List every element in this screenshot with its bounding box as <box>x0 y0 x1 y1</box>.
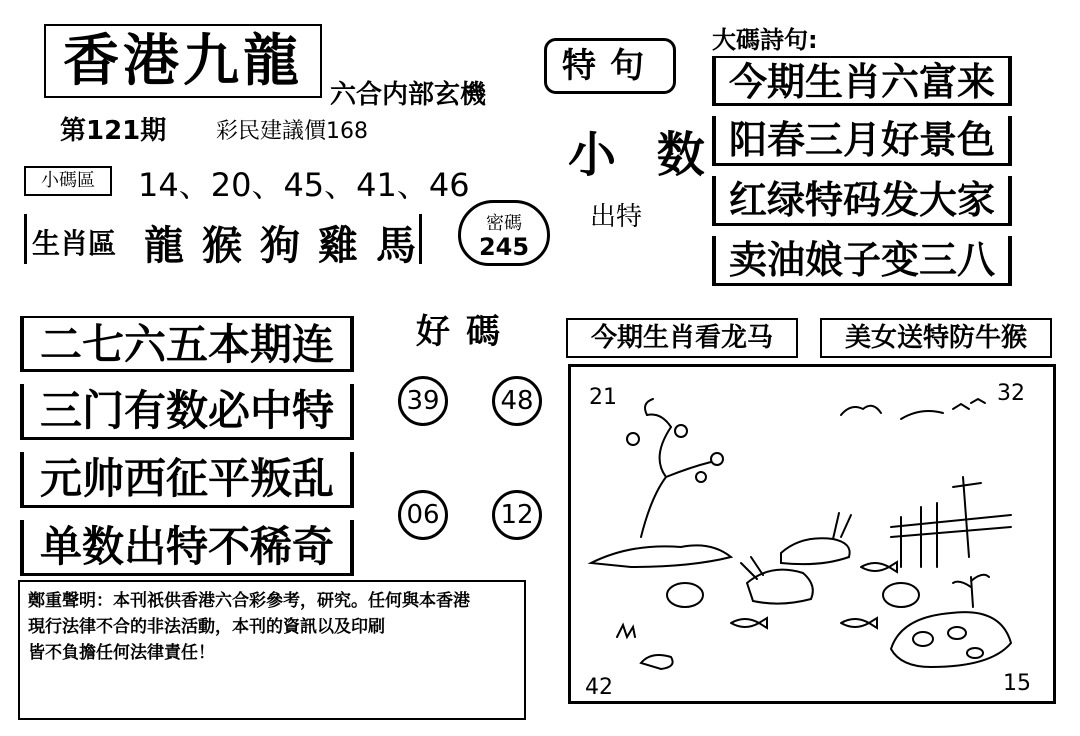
corner-number-top-right: 32 <box>997 381 1025 406</box>
secret-code-value: 245 <box>478 233 530 261</box>
special-verse-note: 出特 <box>590 202 643 232</box>
secret-code-bubble <box>458 200 550 266</box>
secret-code-label: 密碼 <box>486 213 522 234</box>
small-code-label: 小碼區 <box>24 166 112 196</box>
corner-number-bottom-left: 42 <box>585 675 613 700</box>
good-code-number: 06 <box>398 490 448 540</box>
special-verse-text: 小 数 <box>568 127 717 183</box>
good-code-label: 好碼 <box>416 312 516 352</box>
rabbit-scene-illustration <box>571 367 1053 701</box>
corner-number-bottom-right: 15 <box>1003 671 1031 696</box>
good-code-number: 12 <box>492 490 542 540</box>
page-title: 香港九龍 <box>44 24 322 98</box>
big-code-poem-label: 大碼詩句: <box>712 26 818 54</box>
big-code-poem <box>712 56 1012 286</box>
big-code-poem-line: 阳春三月好景色 <box>712 116 1012 166</box>
special-verse-label: 特句 <box>544 38 676 94</box>
left-poem <box>20 316 354 576</box>
big-code-poem-line: 卖油娘子变三八 <box>712 236 1012 286</box>
big-code-poem-line: 今期生肖六富来 <box>712 56 1012 106</box>
disclaimer-box <box>18 580 526 720</box>
disclaimer-line: 現行法律不合的非法活動，本刊的資訊以及印刷 <box>28 617 385 637</box>
small-code-numbers: 14、20、45、41、46 <box>138 166 470 204</box>
price-note: 彩民建議價168 <box>216 119 368 144</box>
good-code-number: 48 <box>492 376 542 426</box>
subtitle: 六合内部玄機 <box>330 80 487 110</box>
issue-number: 第121期 <box>60 116 167 146</box>
disclaimer-line: 鄭重聲明：本刊祇供香港六合彩參考，研究。任何與本香港 <box>28 591 470 611</box>
good-code-number: 39 <box>398 376 448 426</box>
hint-right: 美女送特防牛猴 <box>820 318 1052 358</box>
left-poem-line: 三门有数必中特 <box>20 384 354 440</box>
disclaimer-line: 皆不負擔任何法律責任！ <box>28 643 215 663</box>
left-poem-line: 单数出特不稀奇 <box>20 520 354 576</box>
corner-number-top-left: 21 <box>589 385 617 410</box>
big-code-poem-line: 红绿特码发大家 <box>712 176 1012 226</box>
zodiac-animals: 龍猴狗雞馬 <box>144 222 434 269</box>
picture-frame <box>568 364 1056 704</box>
left-poem-line: 二七六五本期连 <box>20 316 354 372</box>
left-poem-line: 元帅西征平叛乱 <box>20 452 354 508</box>
hint-left: 今期生肖看龙马 <box>566 318 798 358</box>
zodiac-label: 生肖區 <box>32 227 117 260</box>
